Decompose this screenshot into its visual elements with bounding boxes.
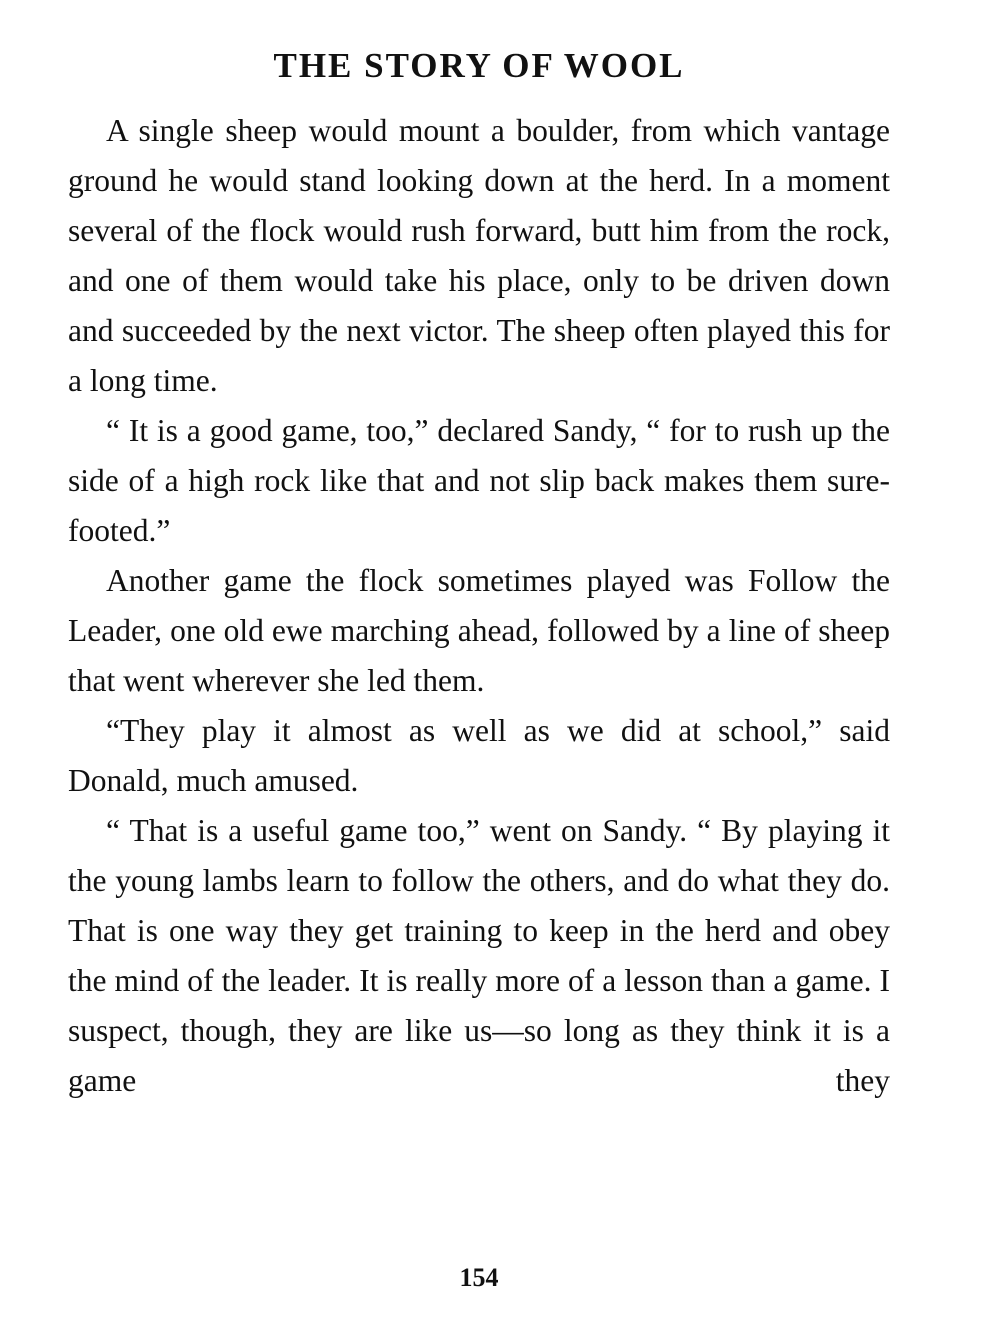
page-number: 154 [459,1263,499,1292]
paragraph-2: “ It is a good game, too,” declared Sandy, “ for to rush up the side of a high rock like that and not slip back makes them sure-footed.” [68,413,890,548]
paragraph-5: “ That is a useful game too,” went on Sandy. “ By playing it the young lambs learn to follow the others, and do what they do. That is one way they get training to keep in the herd and obey the mind of the leader. It is really more of a lesson than a game. I suspect, though, they are like us—so long as they think it is a game they [68,813,890,1098]
running-head: THE STORY OF WOOL [273,46,685,85]
book-page [68,36,890,1306]
paragraph-3: Another game the flock sometimes played was Follow the Leader, one old ewe marching ahead, followed by a line of sheep that went wherever she led them. [68,563,890,698]
paragraph-1: A single sheep would mount a boulder, from which vantage ground he would stand looking down at the herd. In a moment several of the flock would rush forward, butt him from the rock, and one of them would take his place, only to be driven down and succeeded by the next victor. The sheep often played this for a long time. [68,113,890,398]
paragraph-4: “They play it almost as well as we did at school,” said Donald, much amused. [68,713,890,798]
